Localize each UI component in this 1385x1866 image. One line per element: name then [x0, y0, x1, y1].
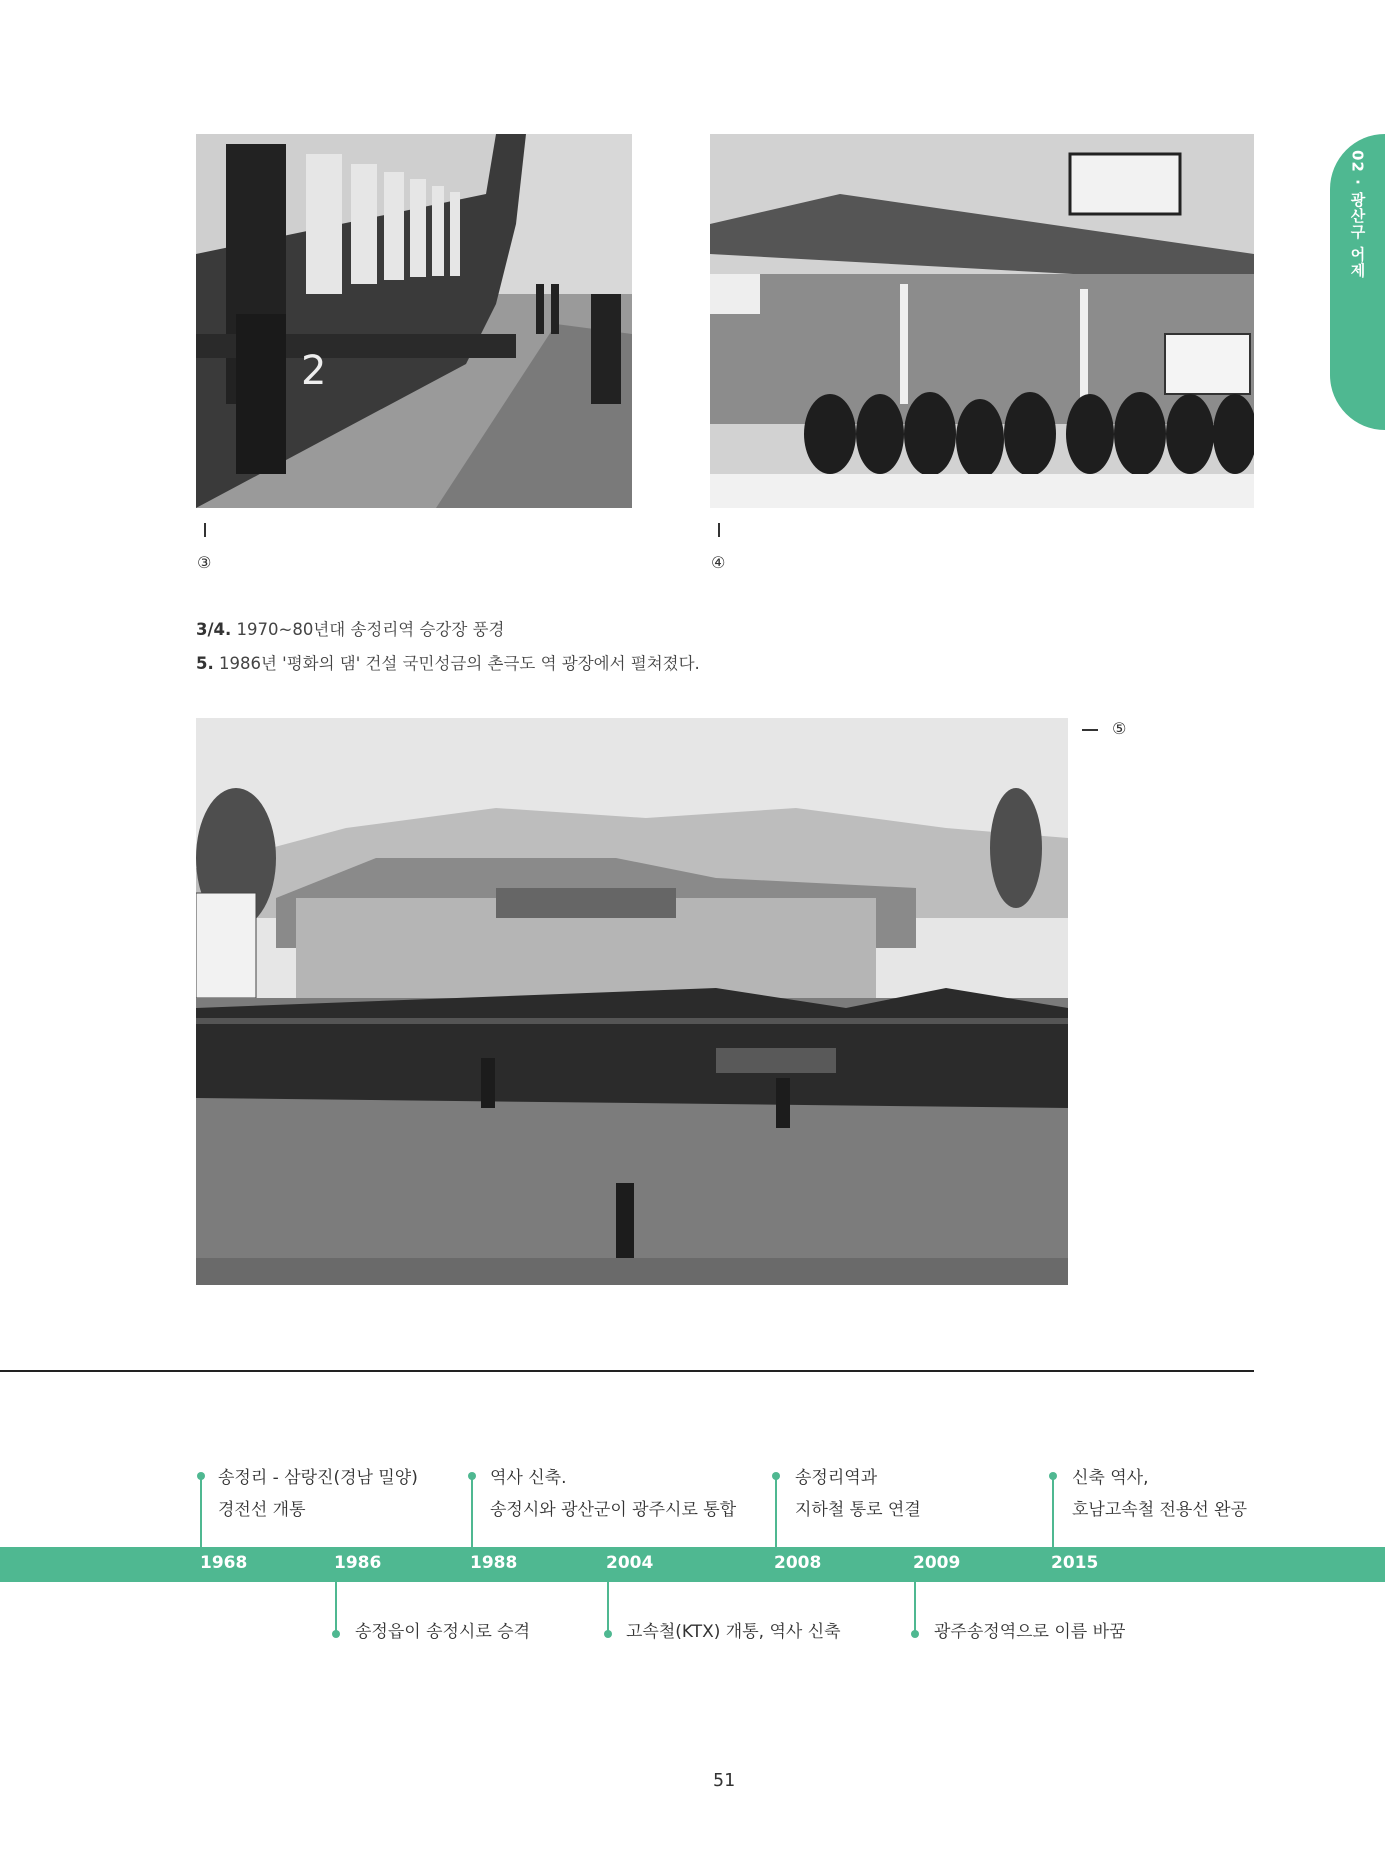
connector-1988 — [471, 1476, 473, 1547]
event-1988: 역사 신축. 송정시와 광산군이 광주시로 통합 — [490, 1468, 737, 1520]
event-2008: 송정리역과 지하철 통로 연결 — [795, 1468, 921, 1520]
event-1968: 송정리 - 삼랑진(경남 밀양) 경전선 개통 — [218, 1468, 418, 1520]
section-divider — [0, 1370, 1254, 1372]
event-2015: 신축 역사, 호남고속철 전용선 완공 — [1072, 1468, 1248, 1520]
marker-2015 — [1049, 1472, 1057, 1480]
photo-3-number: ③ — [197, 553, 212, 572]
event-2009: 광주송정역으로 이름 바꿈 — [934, 1622, 1126, 1642]
caption-3-4: 3/4. 1970~80년대 송정리역 승강장 풍경 — [196, 620, 505, 639]
connector-2004 — [607, 1582, 609, 1634]
marker-2008 — [772, 1472, 780, 1480]
year-1986: 1986 — [334, 1553, 382, 1573]
marker-1986 — [332, 1630, 340, 1638]
year-2008: 2008 — [774, 1553, 822, 1573]
event-1986: 송정읍이 송정시로 승격 — [355, 1622, 531, 1642]
marker-1988 — [468, 1472, 476, 1480]
connector-1968 — [200, 1476, 202, 1547]
photo-3-marker — [204, 523, 206, 537]
page-number: 51 — [713, 1770, 735, 1791]
connector-1986 — [335, 1582, 337, 1634]
year-2009: 2009 — [913, 1553, 961, 1573]
connector-2009 — [914, 1582, 916, 1634]
photo-4-number: ④ — [711, 553, 726, 572]
section-tab-label: 02 · 광산구 어제 — [1348, 150, 1367, 279]
photo-4-marker — [718, 523, 720, 537]
photo-station-plaza — [196, 718, 1068, 1285]
svg-text:2: 2 — [301, 348, 327, 394]
caption-5: 5. 1986년 '평화의 댐' 건설 국민성금의 촌극도 역 광장에서 펼쳐졌다. — [196, 654, 700, 673]
photo-train-platform — [196, 134, 632, 508]
photo-5-number: ⑤ — [1112, 719, 1127, 738]
photo-station-students — [710, 134, 1254, 508]
connector-2015 — [1052, 1476, 1054, 1547]
year-1968: 1968 — [200, 1553, 248, 1573]
marker-2009 — [911, 1630, 919, 1638]
event-2004: 고속철(KTX) 개통, 역사 신축 — [626, 1622, 841, 1642]
marker-2004 — [604, 1630, 612, 1638]
photo-5-marker — [1082, 729, 1098, 731]
year-2004: 2004 — [606, 1553, 654, 1573]
connector-2008 — [775, 1476, 777, 1547]
year-2015: 2015 — [1051, 1553, 1099, 1573]
year-1988: 1988 — [470, 1553, 518, 1573]
marker-1968 — [197, 1472, 205, 1480]
